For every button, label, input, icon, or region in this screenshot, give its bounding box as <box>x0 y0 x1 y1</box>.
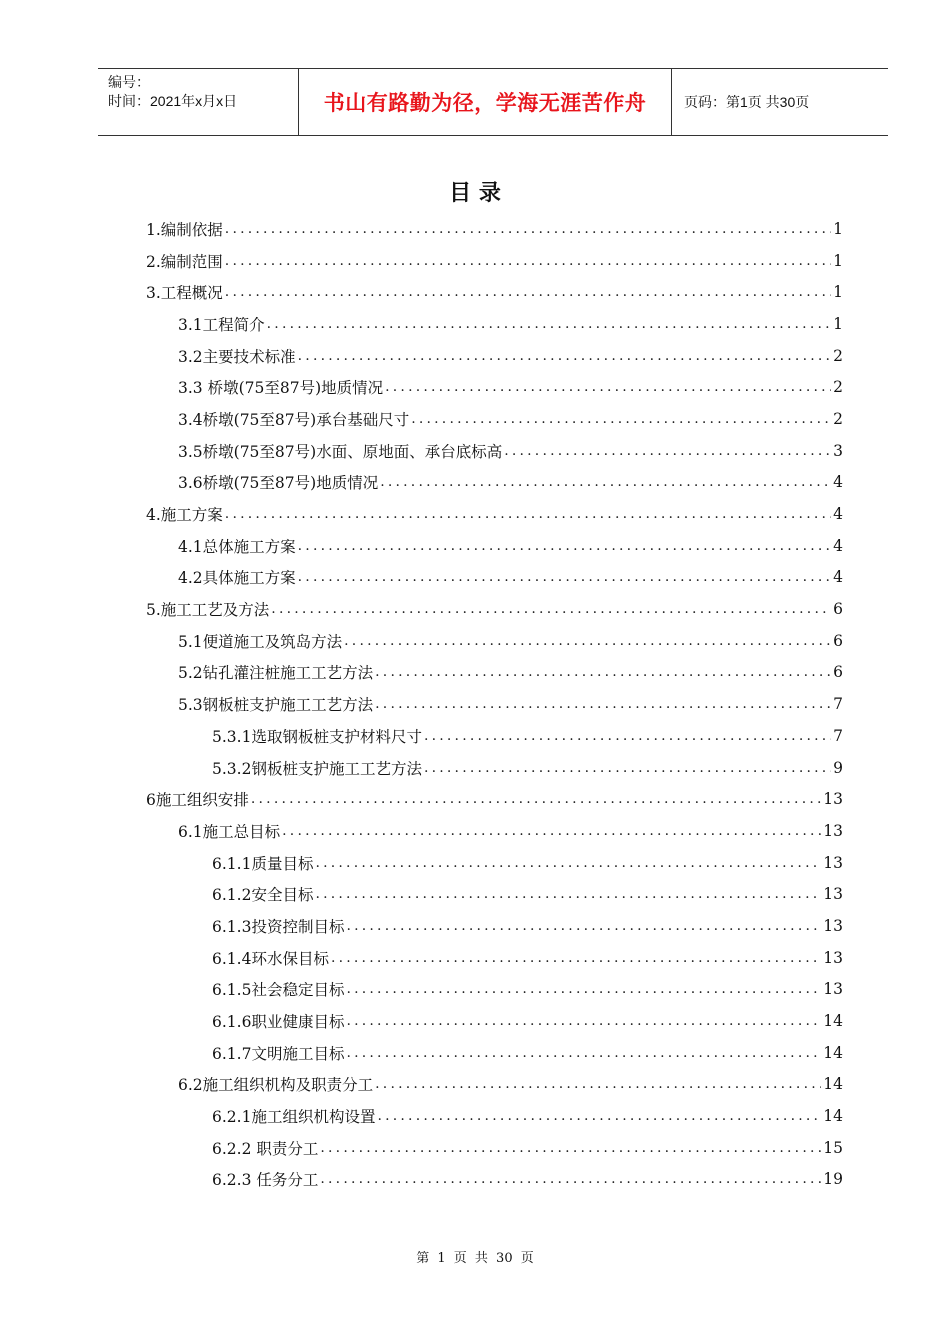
page-header <box>98 68 888 136</box>
toc-entry[interactable] <box>146 435 843 467</box>
toc-leader-dots <box>282 823 821 839</box>
toc-entry-label: 5.3.2钢板桩支护施工工艺方法 <box>212 759 422 778</box>
toc-entry-label: 6.1施工总目标 <box>178 822 281 841</box>
toc-entry-page: 19 <box>823 1170 843 1189</box>
toc-entry[interactable] <box>146 530 843 562</box>
toc-leader-dots <box>411 411 831 427</box>
footer-page-number: 第 1 页 共 30 页 <box>416 1251 534 1266</box>
toc-entry-label: 3.5桥墩(75至87号)水面、原地面、承台底标高 <box>178 442 503 461</box>
toc-leader-dots <box>346 918 821 934</box>
toc-leader-dots <box>225 221 831 237</box>
page-title-text: 目 录 <box>449 181 501 206</box>
toc-leader-dots <box>298 569 831 585</box>
toc-entry-page: 14 <box>823 1012 843 1031</box>
toc-entry[interactable] <box>146 847 843 879</box>
toc-entry[interactable] <box>146 308 843 340</box>
toc-leader-dots <box>344 633 831 649</box>
toc-entry-label: 3.工程概况 <box>146 284 223 303</box>
toc-entry-label: 3.4桥墩(75至87号)承台基础尺寸 <box>178 410 410 429</box>
toc-leader-dots <box>251 791 821 807</box>
toc-entry[interactable] <box>146 467 843 499</box>
toc-entry-page: 2 <box>833 409 843 428</box>
toc-entry[interactable] <box>146 752 843 784</box>
toc-entry[interactable] <box>146 878 843 910</box>
toc-entry[interactable] <box>146 625 843 657</box>
toc-entry-label: 5.1便道施工及筑岛方法 <box>178 632 343 651</box>
document-time-label: 时间：2021年x月x日 <box>108 93 238 109</box>
page-footer <box>0 1247 950 1266</box>
toc-entry[interactable] <box>146 942 843 974</box>
toc-leader-dots <box>225 506 831 522</box>
toc-entry-label: 6.1.6职业健康目标 <box>212 1013 345 1032</box>
toc-entry-page: 14 <box>823 1107 843 1126</box>
toc-entry-label: 4.施工方案 <box>146 506 223 525</box>
toc-leader-dots <box>298 538 831 554</box>
toc-entry[interactable] <box>146 340 843 372</box>
toc-entry-page: 14 <box>823 1075 843 1094</box>
toc-entry[interactable] <box>146 1005 843 1037</box>
header-motto-cell <box>299 69 672 135</box>
toc-entry-page: 13 <box>823 821 843 840</box>
toc-entry-label: 6.1.1质量目标 <box>212 854 314 873</box>
toc-entry-label: 6.2.3 任务分工 <box>212 1171 319 1190</box>
toc-leader-dots <box>225 253 831 269</box>
toc-entry-page: 2 <box>833 378 843 397</box>
toc-entry[interactable] <box>146 498 843 530</box>
toc-entry-page: 6 <box>833 631 843 650</box>
toc-entry-label: 6.1.3投资控制目标 <box>212 917 345 936</box>
toc-leader-dots <box>375 1076 821 1092</box>
toc-leader-dots <box>385 379 831 395</box>
toc-entry-label: 6.1.2安全目标 <box>212 886 314 905</box>
toc-leader-dots <box>346 981 821 997</box>
toc-entry-page: 15 <box>823 1138 843 1157</box>
toc-entry-label: 3.1工程简介 <box>178 315 265 334</box>
toc-entry-page: 1 <box>833 251 843 270</box>
toc-entry-page: 4 <box>833 473 843 492</box>
toc-leader-dots <box>346 1013 821 1029</box>
toc-entry-page: 6 <box>833 663 843 682</box>
header-page-info-text: 页码：第1页 共30页 <box>684 94 810 110</box>
toc-entry[interactable] <box>146 910 843 942</box>
toc-entry-page: 1 <box>833 219 843 238</box>
toc-entry-label: 2.编制范围 <box>146 252 223 271</box>
toc-entry-page: 1 <box>833 283 843 302</box>
toc-entry-label: 5.2钻孔灌注桩施工工艺方法 <box>178 664 374 683</box>
toc-leader-dots <box>375 696 831 712</box>
toc-entry-page: 13 <box>823 885 843 904</box>
toc-entry[interactable] <box>146 562 843 594</box>
toc-entry-label: 6.1.7文明施工目标 <box>212 1044 345 1063</box>
toc-entry-page: 13 <box>823 980 843 999</box>
toc-entry-page: 13 <box>823 916 843 935</box>
toc-leader-dots <box>424 728 831 744</box>
toc-entry-label: 6施工组织安排 <box>146 791 249 810</box>
toc-entry[interactable] <box>146 213 843 245</box>
toc-entry[interactable] <box>146 276 843 308</box>
toc-leader-dots <box>377 1108 821 1124</box>
toc-entry-page: 6 <box>833 600 843 619</box>
toc-entry-page: 1 <box>833 314 843 333</box>
toc-entry-page: 13 <box>823 948 843 967</box>
toc-entry-label: 3.2主要技术标准 <box>178 347 296 366</box>
toc-entry[interactable] <box>146 1069 843 1101</box>
toc-entry-label: 5.3钢板桩支护施工工艺方法 <box>178 696 374 715</box>
toc-entry-page: 13 <box>823 853 843 872</box>
toc-entry[interactable] <box>146 245 843 277</box>
toc-leader-dots <box>298 348 831 364</box>
toc-entry-label: 3.3 桥墩(75至87号)地质情况 <box>178 379 384 398</box>
toc-entry-label: 5.施工工艺及方法 <box>146 601 270 620</box>
toc-entry[interactable] <box>146 783 843 815</box>
header-motto: 书山有路勤为径，学海无涯苦作舟 <box>323 91 647 115</box>
toc-entry[interactable] <box>146 815 843 847</box>
toc-entry[interactable] <box>146 657 843 689</box>
toc-entry-page: 13 <box>823 790 843 809</box>
toc-entry-page: 7 <box>833 726 843 745</box>
toc-leader-dots <box>320 1171 821 1187</box>
toc-leader-dots <box>315 886 821 902</box>
toc-leader-dots <box>315 855 821 871</box>
toc-entry-page: 9 <box>833 758 843 777</box>
toc-entry-label: 4.1总体施工方案 <box>178 537 296 556</box>
toc-entry[interactable] <box>146 1100 843 1132</box>
toc-entry[interactable] <box>146 720 843 752</box>
toc-leader-dots <box>346 1045 821 1061</box>
toc-leader-dots <box>375 664 831 680</box>
toc-leader-dots <box>271 601 831 617</box>
toc-leader-dots <box>424 760 831 776</box>
toc-entry-label: 6.1.5社会稳定目标 <box>212 981 345 1000</box>
table-of-contents <box>146 213 843 1195</box>
toc-leader-dots <box>225 284 831 300</box>
toc-entry-label: 3.6桥墩(75至87号)地质情况 <box>178 474 379 493</box>
toc-entry[interactable] <box>146 974 843 1006</box>
toc-entry[interactable] <box>146 1164 843 1196</box>
toc-entry-label: 6.2.1施工组织机构设置 <box>212 1108 376 1127</box>
header-page-info <box>672 69 888 135</box>
toc-entry-page: 14 <box>823 1043 843 1062</box>
header-meta <box>98 69 299 135</box>
toc-leader-dots <box>504 443 831 459</box>
toc-entry-label: 1.编制依据 <box>146 220 223 239</box>
toc-entry-page: 4 <box>833 536 843 555</box>
toc-entry[interactable] <box>146 403 843 435</box>
toc-entry-label: 6.2施工组织机构及职责分工 <box>178 1076 374 1095</box>
page-title <box>0 176 950 207</box>
toc-entry-label: 5.3.1选取钢板桩支护材料尺寸 <box>212 727 422 746</box>
toc-leader-dots <box>267 316 831 332</box>
toc-entry[interactable] <box>146 1132 843 1164</box>
toc-entry-page: 4 <box>833 568 843 587</box>
toc-entry-label: 6.2.2 职责分工 <box>212 1139 319 1158</box>
toc-entry[interactable] <box>146 593 843 625</box>
toc-entry-page: 2 <box>833 346 843 365</box>
toc-leader-dots <box>380 474 831 490</box>
toc-entry-label: 6.1.4环水保目标 <box>212 949 329 968</box>
toc-entry[interactable] <box>146 1037 843 1069</box>
toc-leader-dots <box>331 950 821 966</box>
toc-leader-dots <box>320 1140 821 1156</box>
toc-entry-label: 4.2具体施工方案 <box>178 569 296 588</box>
toc-entry-page: 7 <box>833 695 843 714</box>
document-number-label: 编号： <box>108 74 150 90</box>
toc-entry-page: 3 <box>833 441 843 460</box>
toc-entry[interactable] <box>146 688 843 720</box>
toc-entry-page: 4 <box>833 505 843 524</box>
toc-entry[interactable] <box>146 371 843 403</box>
